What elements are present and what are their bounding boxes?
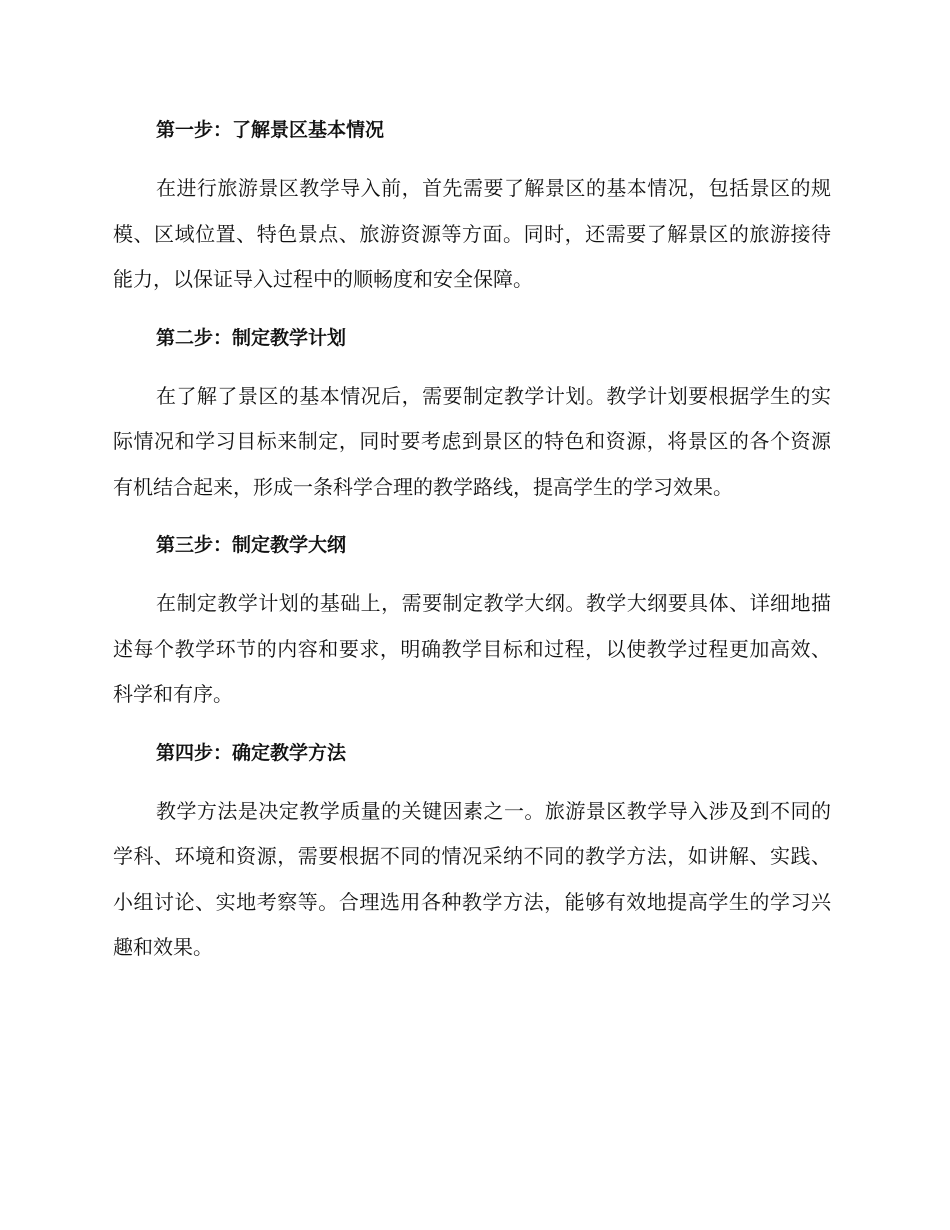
section-1	[113, 108, 831, 303]
section-paragraph: 在制定教学计划的基础上，需要制定教学大纲。教学大纲要具体、详细地描述每个教学环节的内容和要求，明确教学目标和过程，以使教学过程更加高效、科学和有序。	[113, 591, 831, 706]
section-paragraph: 在进行旅游景区教学导入前，首先需要了解景区的基本情况，包括景区的规模、区域位置、特色景点、旅游资源等方面。同时，还需要了解景区的旅游接待能力，以保证导入过程中的顺畅度和安全保障。	[113, 176, 831, 291]
section-2	[113, 316, 831, 511]
section-paragraph: 在了解了景区的基本情况后，需要制定教学计划。教学计划要根据学生的实际情况和学习目标来制定，同时要考虑到景区的特色和资源，将景区的各个资源有机结合起来，形成一条科学合理的教学路线，提高学生的学习效果。	[113, 383, 831, 499]
document-page	[113, 108, 831, 984]
section-3	[113, 523, 831, 718]
section-heading: 第四步：确定教学方法	[156, 741, 347, 764]
section-heading: 第二步：制定教学计划	[156, 326, 347, 349]
section-heading: 第一步：了解景区基本情况	[156, 119, 385, 141]
section-4	[113, 731, 831, 971]
section-heading: 第三步：制定教学大纲	[156, 534, 347, 556]
section-paragraph: 教学方法是决定教学质量的关键因素之一。旅游景区教学导入涉及到不同的学科、环境和资源，需要根据不同的情况采纳不同的教学方法，如讲解、实践、小组讨论、实地考察等。合理选用各种教学方法，能够有效地提高学生的学习兴趣和效果。	[113, 798, 831, 959]
